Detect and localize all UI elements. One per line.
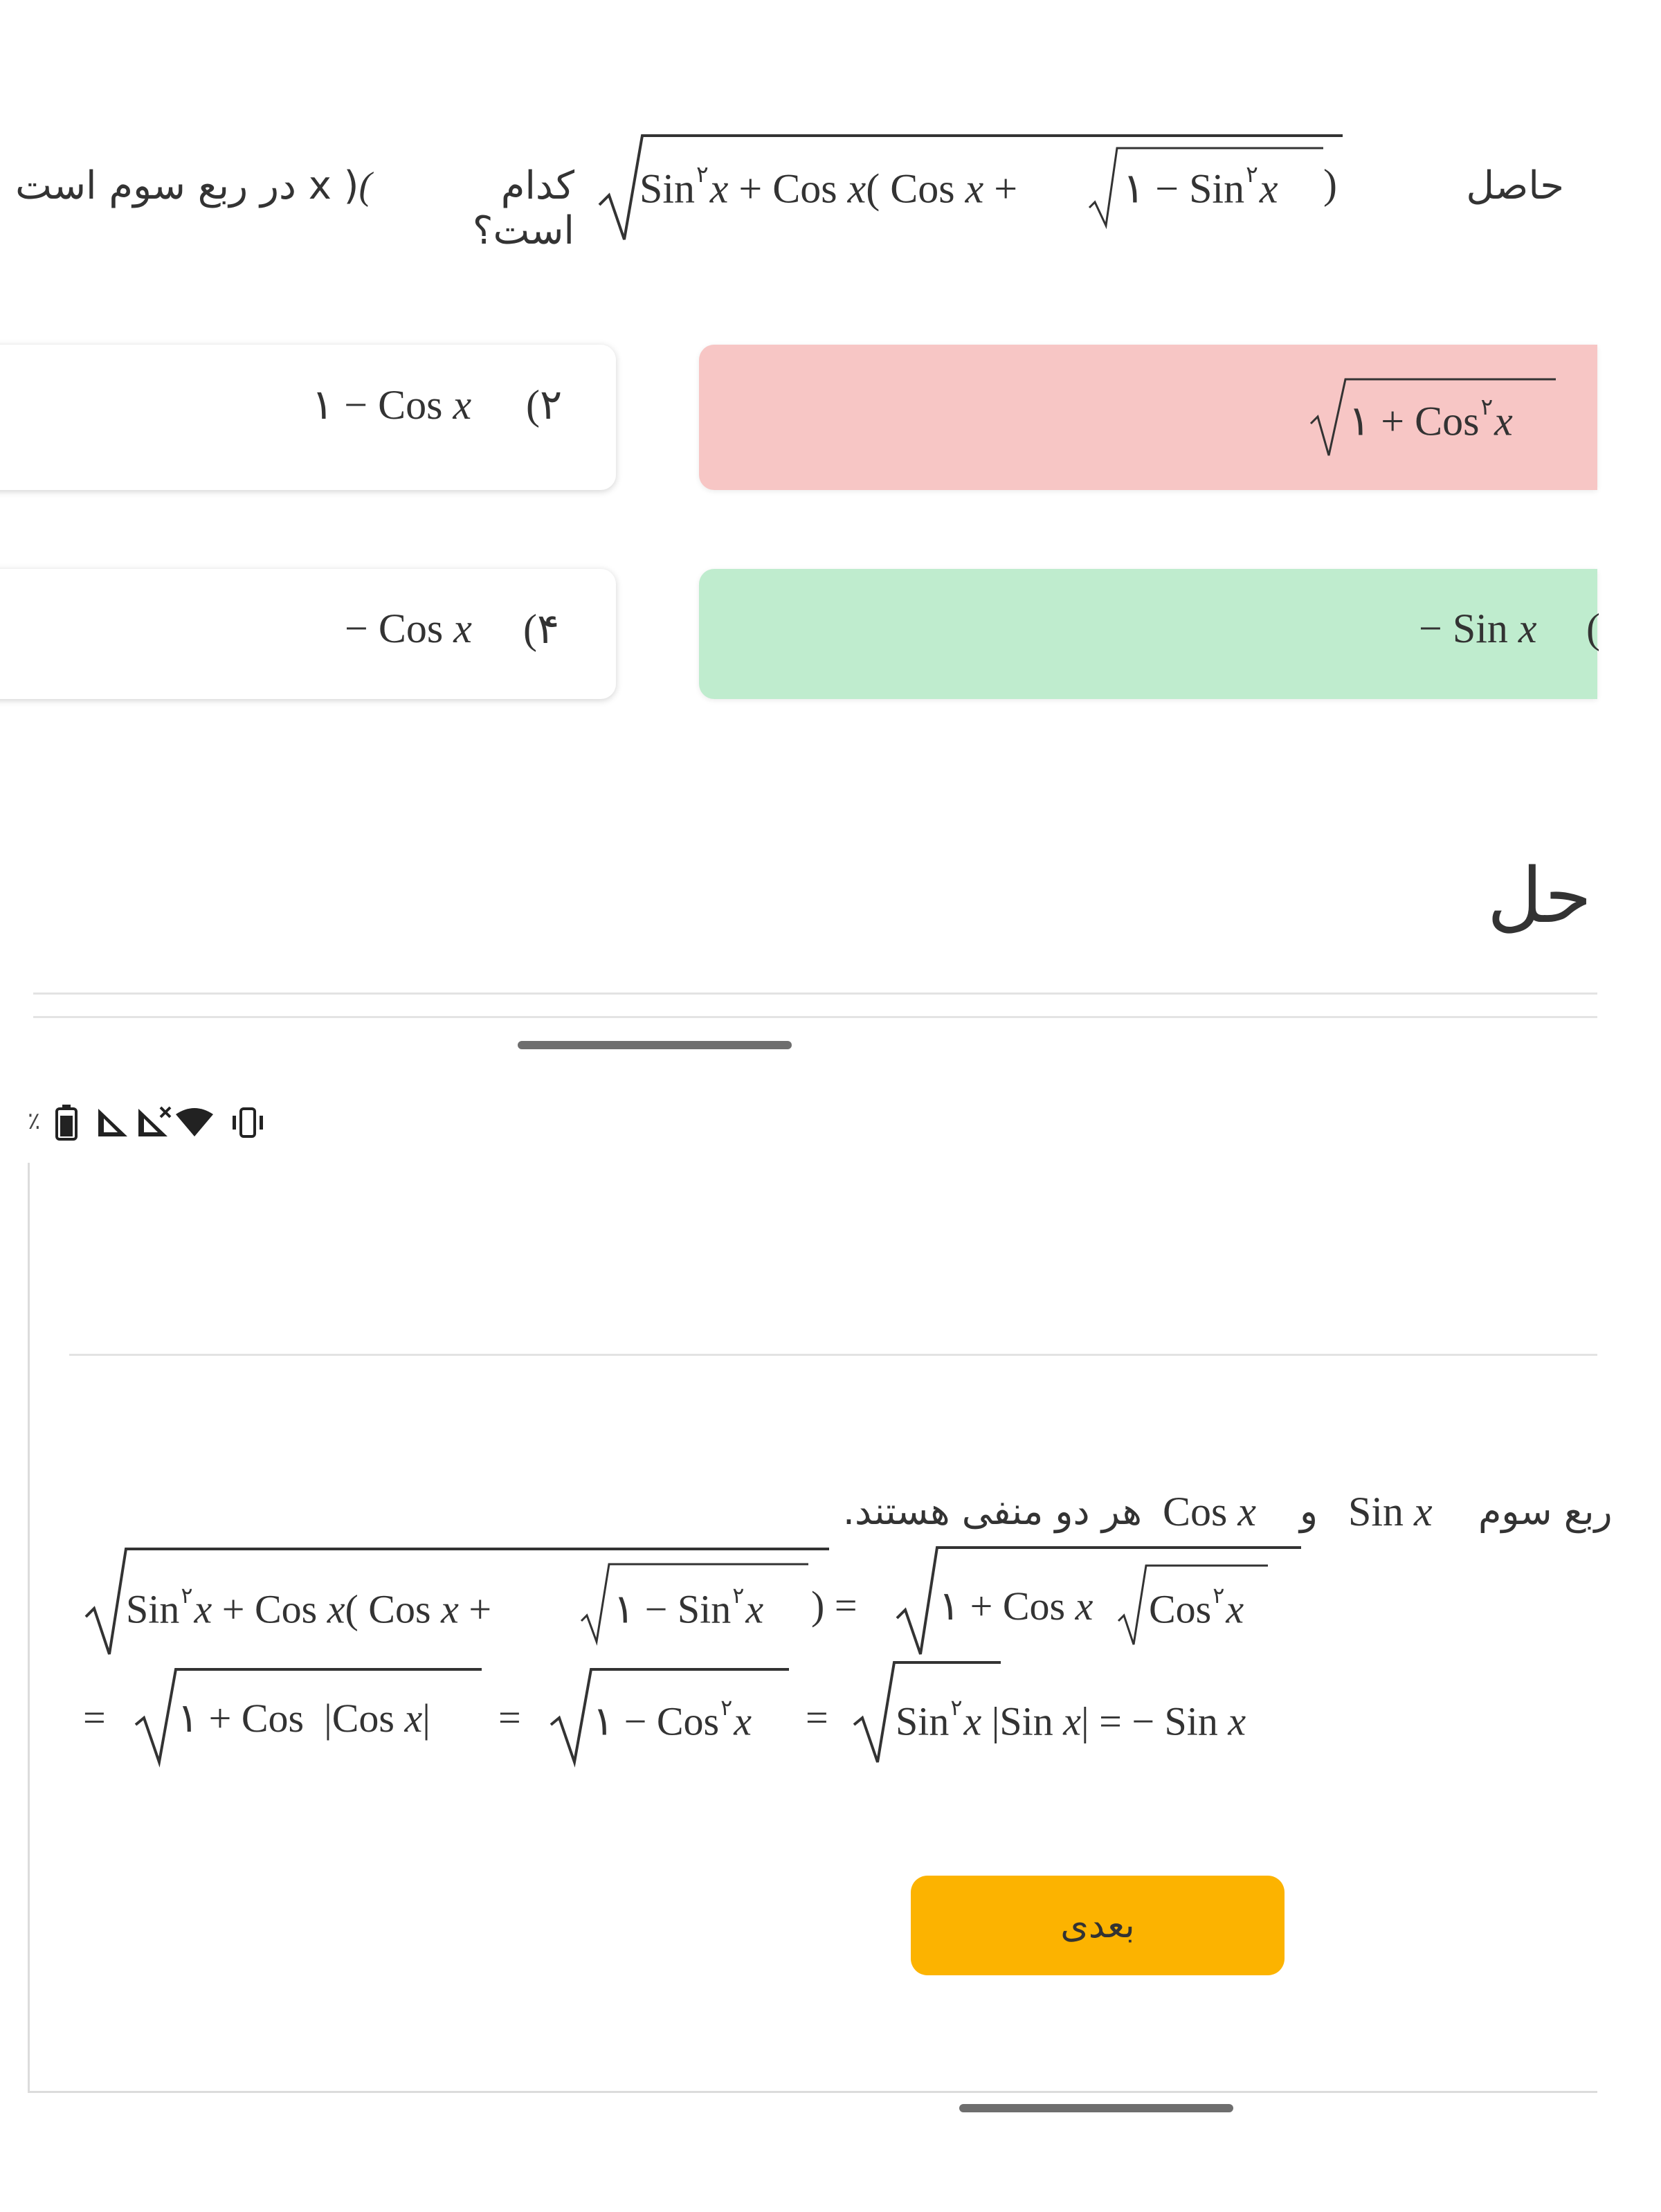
divider-second bbox=[33, 1016, 1597, 1018]
derivation-line-2: = ۱ + Cos |Cos x| = ۱ − Cos$^۲$x = Sin$^۲$x |Sin x| = − Sin x bbox=[83, 1658, 1343, 1769]
derivation-line-1: Sin$^۲$x + Cos x( Cos x + ۱ − Sin$^۲$x ) = ۱ + Cos x Cos$^۲$x bbox=[83, 1541, 1315, 1658]
option-4-math: − Cos x bbox=[345, 606, 472, 651]
signal-no-service-icon bbox=[136, 1105, 174, 1138]
question-prefix: حاصل bbox=[1466, 163, 1564, 208]
solution-sentence-start: ربع سوم bbox=[1478, 1489, 1613, 1533]
option-2-math: ۱ − Cos x bbox=[311, 382, 472, 428]
option-4-number: (۴ bbox=[523, 606, 560, 652]
signal-icon bbox=[96, 1107, 130, 1138]
solution-sin-x: Sin x bbox=[1348, 1489, 1433, 1534]
question-suffix: کدام است؟ bbox=[472, 163, 574, 253]
solution-divider bbox=[69, 1354, 1597, 1356]
sheet-drag-handle[interactable] bbox=[518, 1041, 792, 1049]
solution-title: حل bbox=[1487, 851, 1592, 940]
question-condition: ( ( x در ربع سوم است bbox=[15, 163, 372, 208]
option-3-number: ( bbox=[1586, 606, 1600, 651]
option-3[interactable] bbox=[699, 569, 1600, 699]
vibrate-icon bbox=[228, 1106, 267, 1139]
divider-top bbox=[33, 992, 1597, 995]
option-2-number: (۲ bbox=[526, 382, 563, 428]
option-1[interactable] bbox=[699, 345, 1597, 490]
next-button[interactable]: بعدی bbox=[911, 1876, 1285, 1975]
solution-cos-x: Cos x bbox=[1163, 1489, 1257, 1534]
question-expression: Sin$^۲$x + Cos x( Cos x + ۱ − Sin$^۲$x ) bbox=[597, 129, 1344, 246]
wifi-icon bbox=[174, 1107, 215, 1138]
option-4[interactable] bbox=[0, 569, 616, 699]
home-indicator[interactable] bbox=[959, 2104, 1233, 2112]
battery-percent-text: ٪ bbox=[28, 1107, 41, 1135]
solution-sentence-end: هر دو منفی هستند. bbox=[842, 1489, 1142, 1533]
status-bar bbox=[0, 1103, 277, 1142]
battery-icon bbox=[54, 1103, 79, 1142]
solution-sentence bbox=[810, 1488, 1613, 1543]
solution-and-word: و bbox=[1300, 1489, 1318, 1533]
option-3-math: − Sin x bbox=[1419, 606, 1537, 651]
option-1-math: ۱ + Cos$^۲$x bbox=[1308, 374, 1557, 464]
option-2[interactable] bbox=[0, 345, 616, 490]
